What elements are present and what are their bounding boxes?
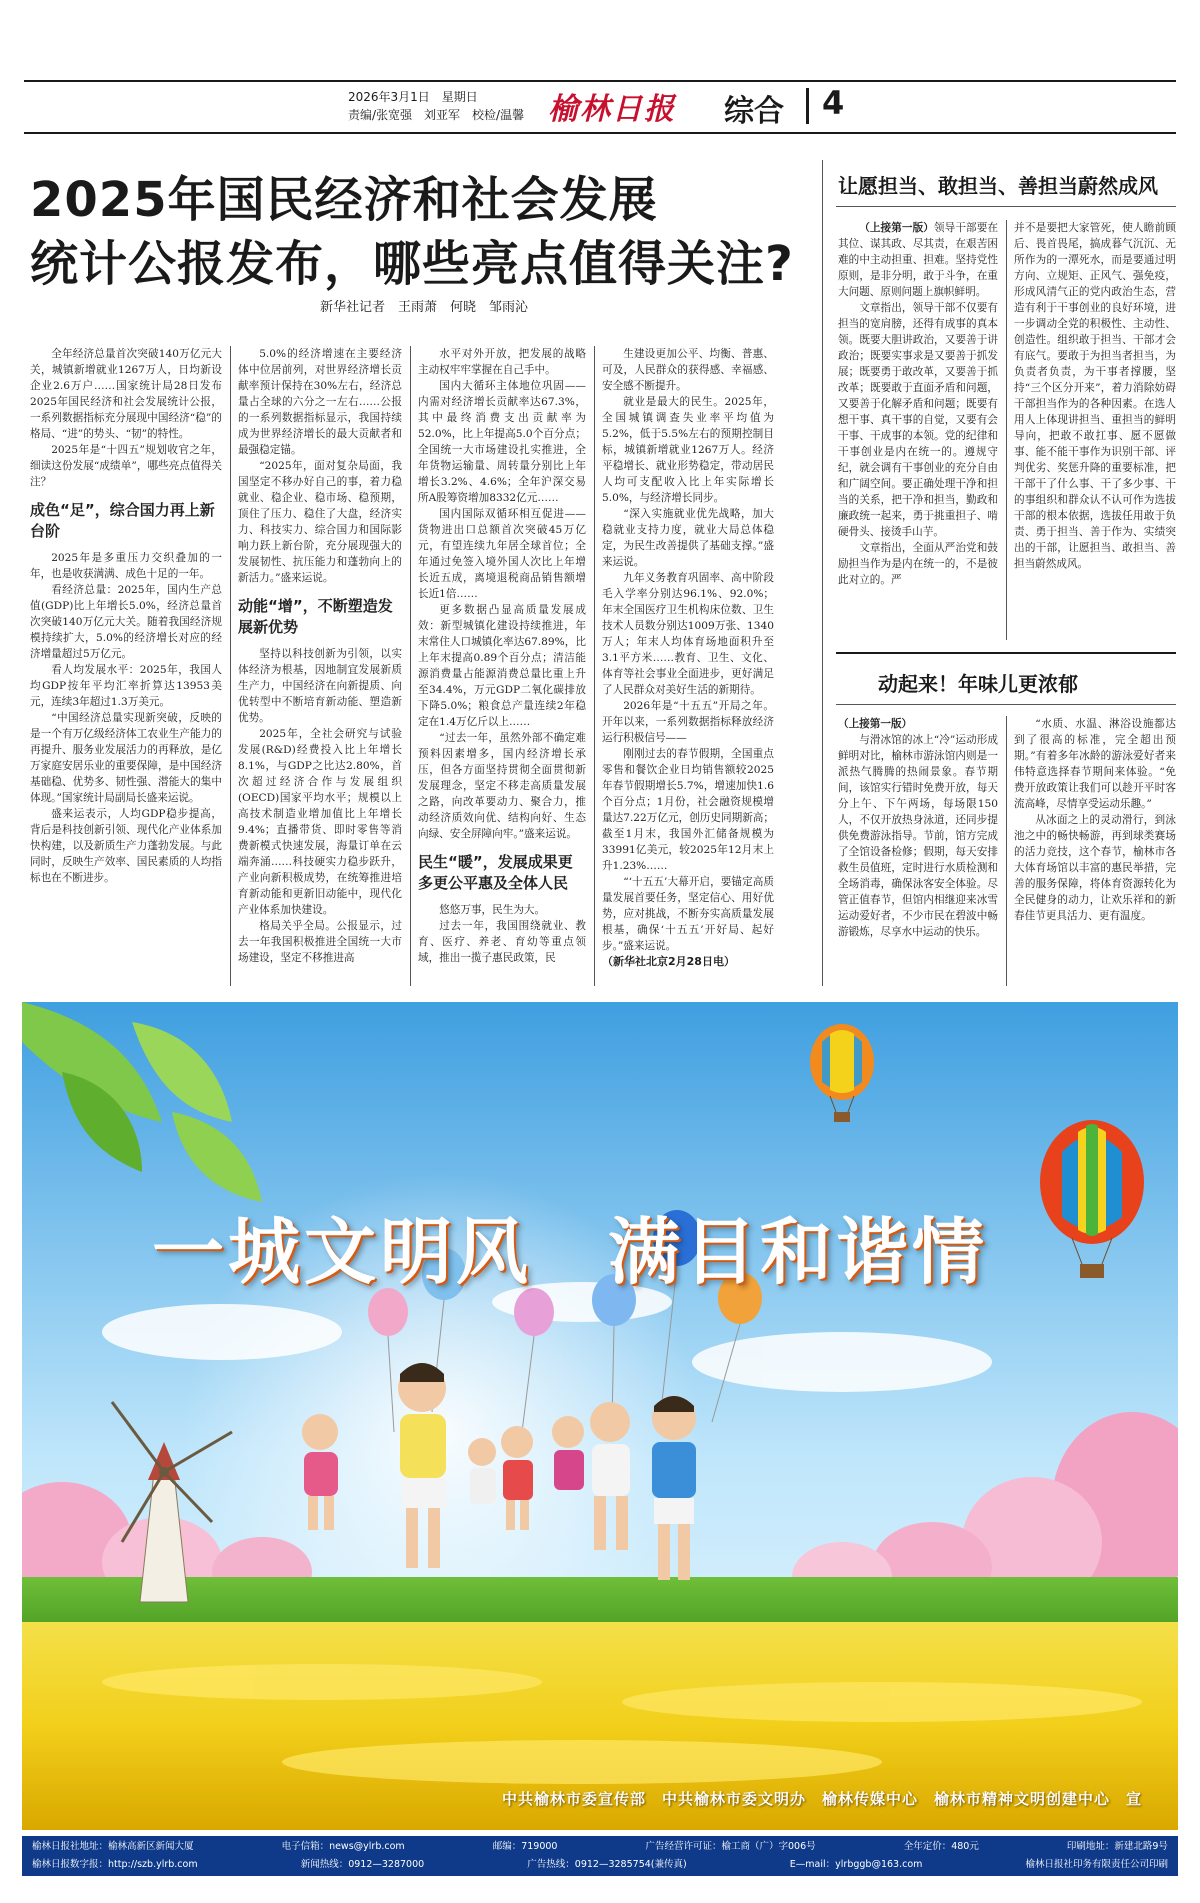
paragraph: 文章指出，领导干部不仅要有担当的宽肩膀，还得有成事的真本领。既要大胆讲政治，又要善于讲政治；既要实事求是又要善于抓发展；既要勇于敢改革，又要善于抓改革；既要敢于直面矛盾和问题，又要善于化解矛盾和问题；既要有想干事、真干事的自觉，又要有会干事、干成事的本领。党的纪律和干事创业是内在统一的。遵规守纪，就会调有干事创业的充分自由和广阔空间。要正确处理干净和担当的关系，把干净和担当，勤政和廉政统一起来，勇于挑重担子、啃硬骨头、接烫手山芋。 [838,302,998,538]
paragraph: 国内大循环主体地位巩固——内需对经济增长贡献率达67.3%，其中最终消费支出贡献率为52.0%，比上年提高5.0个百分点；全国统一大市场建设扎实推进，全年货物运输量、周转量分别比上年增长3.2%、4.6%；全年沪深交易所A股筹资增加8332亿元…… [418,380,586,504]
paragraph: “2025年，面对复杂局面，我国坚定不移办好自己的事，着力稳就业、稳企业、稳市场、稳预期，顶住了压力、稳住了大盘，经济实力、科技实力、综合国力和国际影响力跃上新台阶，充分展现强大的发展韧性、抗压能力和蓬勃向上的新活力。”盛来运说。 [238,460,402,584]
paragraph: 5.0%的经济增速在主要经济体中位居前列，对世界经济增长贡献率预计保持在30%左右，经济总量占全球的六分之一左右……公报的一系列数据指标显示，我国持续成为世界经济增长的最大贡献者和最强稳定锚。 [238,348,402,456]
paragraph: 全年经济总量首次突破140万亿元大关，城镇新增就业1267万人，日均新设企业2.6万户……国家统计局28日发布2025年国民经济和社会发展统计公报，一系列数据指标充分展现中国经济“稳”的格局、“进”的势头、“韧”的特性。 [30,348,222,440]
paragraph: 领导干部要在其位、谋其政、尽其责，在艰苦困难的中主动担重、担难。坚持党性原则，是非分明，敢于斗争，在重大问题、原则问题上旗帜鲜明。 [838,222,998,298]
right-block-divider [822,160,823,986]
footer-postcode: 邮编：719000 [492,1841,558,1852]
paragraph: 文章指出，全面从严治党和鼓励担当作为是内在统一的，不是彼此对立的。严 [838,542,998,586]
footer-ad-license: 广告经营许可证：榆工商（广）字006号 [645,1841,816,1852]
right-story-2-column-b [1014,716,1176,986]
paragraph: 从冰面之上的灵动滑行，到泳池之中的畅快畅游，再到球类赛场的活力竞技，这个春节，榆林市各大体育场馆以丰富的惠民举措，完善的服务保障，将体育资源转化为全民健身的动力，让欢乐祥和的新春佳节更具活力、更有温度。 [1014,814,1176,922]
right-story-1-column-a [838,220,998,640]
paragraph: “中国经济总量实现新突破，反映的是一个有万亿级经济体工农业生产能力的再提升、服务业发展活力的再释放，是亿万家庭安居乐业的重要保障，是中国经济基础稳、优势多、韧性强、潜能大的集中体现。”国家统计局副局长盛来运说。 [30,712,222,804]
headline-line-2: 统计公报发布，哪些亮点值得关注? [30,236,794,292]
paragraph: 悠悠万事，民生为大。 [439,904,546,916]
paragraph: 2025年是多重压力交织叠加的一年，也是收获满满、成色十足的一年。 [30,552,222,580]
ad-sponsors: 中共榆林市委宣传部 中共榆林市委文明办 榆林传媒中心 榆林市精神文明创建中心 宣 [501,1790,1142,1808]
paragraph: 水平对外开放，把发展的战略主动权牢牢掌握在自己手中。 [418,348,586,376]
masthead-divider [806,88,809,124]
section-name: 综合 [724,94,784,129]
masthead-bottom-rule [24,132,1176,134]
paragraph: 盛来运表示，人均GDP稳步提高，背后是科技创新引领、现代化产业体系加快构建，以及新质生产力蓬勃发展。与此同时，反映生产效率、国民素质的人均指标也在不断进步。 [30,808,222,884]
newspaper-logo: 榆林日报 [548,92,676,127]
right-story-1-title: 让愿担当、敢担当、善担当蔚然成风 [838,174,1158,198]
paragraph: 并不是要把大家管死，使人瞻前顾后、畏首畏尾，搞成暮气沉沉、无所作为的一潭死水，而是要通过明方向、立规矩、正风气、强免疫，形成风清气正的党内政治生态，营造有利于干事创业的良好环境，进一步调动全党的积极性、主动性、创造性。组织敢于担当、干部才会有底气。要敢于为担当者担当，为负责者负责，为干事者撑腰，坚持“三个区分开来”，着力消除妨碍干部担当作为的各种因素。在选人用人上体现讲担当、重担当的鲜明导向，把敢不敢扛事、愿不愿做事、能不能干事作为识别干部、评判优劣、奖惩升降的重要标准，把干部干了什么事、干了多少事、干的事组织和群众认不认可作为选拔干部的根本依据，选拔任用敢于负责、勇于担当、善于作为、实绩突出的干部，让愿担当、敢担当、善担当蔚然成风。 [1014,222,1176,570]
main-column-3 [418,346,586,986]
civility-advertisement [22,1002,1178,1830]
footer-address: 榆林日报社地址：榆林高新区新闻大厦 [32,1841,194,1852]
column-divider [594,346,595,986]
footer-email: 电子信箱：news@ylrb.com [281,1841,405,1852]
page-footer [22,1836,1178,1876]
paragraph: 看人均发展水平：2025年，我国人均GDP按年平均汇率折算达13953美元，连续3年超过1.3万美元。 [30,664,222,708]
right-story-1-column-b [1014,220,1176,640]
column-divider [1006,220,1007,640]
continued-label: （上接第一版） [859,222,934,234]
rule [836,704,1176,705]
footer-price: 全年定价：480元 [903,1841,979,1852]
main-column-1 [30,346,222,986]
main-byline: 新华社记者 王雨萧 何晓 邹雨沁 [320,300,529,315]
paragraph: 与滑冰馆的冰上“冷”运动形成鲜明对比，榆林市游泳馆内则是一派热气腾腾的热闹景象。春节期间，该馆实行错时免费开放，每天分上午、下午两场，每场限150人，不仅开放热身泳道，还同步提供免费游泳指导。节前，馆方完成了全馆设备检修；假期，每天安排救生员值班，定时进行水质检测和全场消毒，确保泳客安全体验。尽管正值春节，但馆内相继迎来冰雪运动爱好者，不少市民在碧波中畅游锻炼，尽享水中运动的快乐。 [838,734,998,938]
page-number: 4 [822,84,845,122]
paragraph: 生建设更加公平、均衡、普惠、可及，人民群众的获得感、幸福感、安全感不断提升。 [602,348,774,392]
column-divider [230,346,231,986]
main-column-2 [238,346,402,986]
paragraph: “‘十五五’大幕开启，要锚定高质量发展首要任务，坚定信心、用好优势，应对挑战，不断夯实高质量发展根基，确保‘十五五’开好局、起好步。”盛来运说。 [602,876,774,952]
subheading: 成色“足”，综合国力再上新台阶 [30,501,215,540]
paragraph: 看经济总量：2025年，国内生产总值(GDP)比上年增长5.0%，经济总量首次突破140万亿元大关。随着我国经济规模持续扩大，5.0%的经济增长对应的经济增量超过5万亿元。 [30,584,222,660]
footer-digital-edition[interactable]: 榆林日报数字报：http://szb.ylrb.com [32,1859,198,1870]
child [552,1416,584,1490]
paragraph: 2025年，全社会研究与试验发展(R&D)经费投入比上年增长8.1%，与GDP之比达2.80%，首次超过经济合作与发展组织(OECD)国家平均水平；规模以上高技术制造业增加值比上年增长9.4%；直播带货、即时零售等消费新模式快速发展，海量订单在云端奔涌……科技硬实力稳步跃升，产业向新积极成势，在统筹推进培育新动能和更新旧动能中，现代化产业体系加快建设。 [238,728,402,916]
paragraph: 2025年是“十四五”规划收官之年，细读这份发展“成绩单”，哪些亮点值得关注？ [30,444,222,488]
paragraph: 2026年是“十五五”开局之年。开年以来，一系列数据指标释放经济运行积极信号—— [602,700,774,744]
continued-label: （上接第一版） [838,718,913,730]
footer-ad-hotline: 广告热线：0912—3285754(兼传真) [527,1859,687,1870]
paragraph: “过去一年，虽然外部不确定难预料因素增多，国内经济增长承压，但各方面坚持贯彻全面贯彻新发展理念，坚定不移走高质量发展之路，向改革要动力、聚合力，推动经济质效向优、结构向好、生态向绿、安全屏障向牢。”盛来运说。 [418,732,586,840]
ad-slogan: 一城文明风 满目和谐情 [152,1210,989,1294]
masthead [24,80,1176,134]
story-separator [836,652,1176,654]
footer-row-1 [32,1838,1168,1856]
child [468,1438,496,1504]
paragraph: 更多数据凸显高质量发展成效：新型城镇化建设持续推进，年末常住人口城镇化率达67.89%，比上年末提高0.89个百分点；清洁能源消费量占能源消费总量比重上升至34.4%，万元GDP二氧化碳排放下降5.0%；粮食总产量连续2年稳定在1.4万亿斤以上…… [418,604,586,728]
paragraph: 过去一年，我国围绕就业、教育、医疗、养老、育幼等重点领域，推出一揽子惠民政策，民 [418,920,586,964]
footer-news-hotline: 新闻热线：0912—3287000 [300,1859,425,1870]
right-story-2-title: 动起来！年味儿更浓郁 [878,672,1078,696]
paragraph: 就业是最大的民生。2025年，全国城镇调查失业率平均值为5.2%，低于5.5%左右的预期控制目标，城镇新增就业1267万人。经济平稳增长、就业形势稳定，带动居民人均可支配收入比上年实际增长5.0%，与经济增长同步。 [602,396,774,504]
paragraph: 刚刚过去的春节假期，全国重点零售和餐饮企业日均销售额较2025年春节假期增长5.7%，增速加快1.6个百分点；1月份，社会融资规模增量达7.22万亿元，创历史同期新高；截至1月末，我国外汇储备规模为33991亿美元，较2025年12月末上升1.23%…… [602,748,774,872]
main-headline [30,168,810,296]
footer-printer: 榆林日报社印务有限责任公司印刷 [1025,1859,1168,1870]
paragraph: 格局关乎全局。公报显示，过去一年我国积极推进全国统一大市场建设，坚定不移推进高 [238,920,402,964]
ad-illustration [22,1002,1178,1830]
paragraph: “深入实施就业优先战略，加大稳就业支持力度，就业大局总体稳定，为民生改善提供了基础支撑。”盛来运说。 [602,508,774,568]
masthead-top-rule [24,80,1176,82]
paragraph: “水质、水温、淋浴设施都达到了很高的标准，完全超出预期。”有着多年冰龄的游泳爱好者来伟特意选择春节期间来体验。“免费开放政策让我们可以趁开平时客流高峰，尽情享受运动乐趣。” [1014,718,1176,810]
right-story-2-column-a [838,716,998,986]
subheading: 动能“增”，不断塑造发展新优势 [238,597,393,636]
paragraph: 坚持以科技创新为引领，以实体经济为根基，因地制宜发展新质生产力，中国经济在向新提质、向优转型中不断培育新动能、塑造新优势。 [238,648,402,724]
subheading: 民生“暖”，发展成果更多更公平惠及全体人民 [418,853,573,892]
column-divider [410,346,411,986]
issue-date: 2026年3月1日 星期日 [348,90,478,104]
main-column-4 [602,346,774,986]
headline-line-1: 2025年国民经济和社会发展 [30,172,658,228]
rule [836,206,1176,207]
footer-print-address: 印刷地址：新建北路9号 [1066,1841,1168,1852]
column-divider [1006,716,1007,986]
footer-contact-email[interactable]: E—mail：ylrbggb@163.com [789,1859,923,1870]
wire-credit: （新华社北京2月28日电） [602,955,735,968]
footer-row-2 [32,1856,1168,1874]
paragraph: 国内国际双循环相互促进——货物进出口总额首次突破45万亿元，有望连续九年居全球首位；全年通过免签入境外国人次比上年增长近五成，离境退税商品销售额增长近1倍…… [418,508,586,600]
editor-credits: 责编/张宽强 刘亚军 校检/温馨 [348,108,525,122]
paragraph: 九年义务教育巩固率、高中阶段毛入学率分别达96.1%、92.0%；年末全国医疗卫生机构床位数、卫生技术人员数分别达1009万张、1340万人；年末人均体育场地面积升至3.1平方米……教育、卫生、文化、体育等社会事业全面进步，更好满足了人民群众对美好生活的新期待。 [602,572,774,696]
